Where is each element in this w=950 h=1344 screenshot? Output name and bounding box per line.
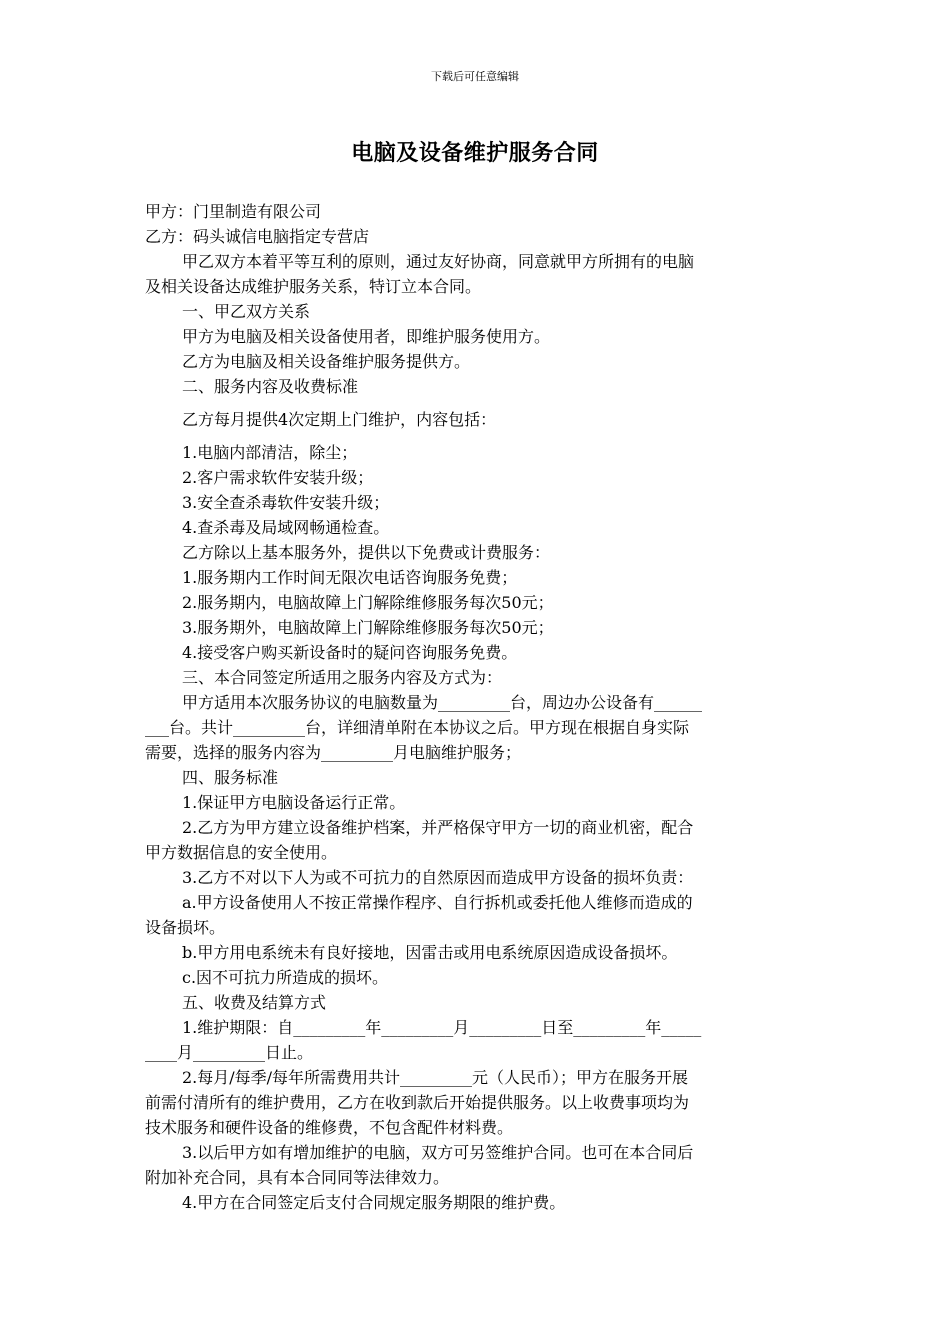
paragraph-line: 甲方为电脑及相关设备使用者，即维护服务使用方。 xyxy=(182,327,551,346)
list-item: 3.以后甲方如有增加维护的电脑，双方可另签维护合同。也可在本合同后 xyxy=(182,1143,694,1162)
list-item: 1.维护期限：自_________年_________月_________日至_________年_____ xyxy=(182,1018,702,1037)
list-item: b.甲方用电系统未有良好接地，因雷击或用电系统原因造成设备损坏。 xyxy=(182,943,678,962)
paragraph-line: 及相关设备达成维护服务关系，特订立本合同。 xyxy=(145,277,482,296)
document-title: 电脑及设备维护服务合同 xyxy=(351,141,599,166)
list-item: 4.甲方在合同签定后支付合同规定服务期限的维护费。 xyxy=(182,1193,566,1212)
list-item: 4.查杀毒及局域网畅通检查。 xyxy=(182,518,390,537)
list-item: 1.服务期内工作时间无限次电话咨询服务免费； xyxy=(182,568,518,587)
paragraph-line: ___台。共计_________台，详细清单附在本协议之后。甲方现在根据自身实际 xyxy=(145,718,690,737)
list-item: 3.安全查杀毒软件安装升级； xyxy=(182,493,390,512)
header-note: 下载后可任意编辑 xyxy=(431,70,519,83)
section-heading: 五、收费及结算方式 xyxy=(182,993,327,1012)
party-b-line: 乙方：码头诚信电脑指定专营店 xyxy=(145,227,370,246)
paragraph-line: 乙方除以上基本服务外，提供以下免费或计费服务： xyxy=(182,543,551,562)
list-item: 2.服务期内，电脑故障上门解除维修服务每次50元； xyxy=(182,593,554,612)
paragraph-line: 甲乙双方本着平等互利的原则，通过友好协商，同意就甲方所拥有的电脑 xyxy=(182,252,695,271)
list-item: 4.接受客户购买新设备时的疑问咨询服务免费。 xyxy=(182,643,518,662)
paragraph-line: 前需付清所有的维护费用，乙方在收到款后开始提供服务。以上收费事项均为 xyxy=(145,1093,690,1112)
list-item: 1.电脑内部清洁，除尘； xyxy=(182,443,358,462)
list-item: 2.乙方为甲方建立设备维护档案，并严格保守甲方一切的商业机密，配合 xyxy=(182,818,694,837)
list-item: 3.服务期外，电脑故障上门解除维修服务每次50元； xyxy=(182,618,554,637)
list-item: c.因不可抗力所造成的损坏。 xyxy=(182,968,389,987)
list-item: 2.每月/每季/每年所需费用共计_________元（人民币）；甲方在服务开展 xyxy=(182,1068,689,1087)
section-heading: 三、本合同签定所适用之服务内容及方式为： xyxy=(182,668,503,687)
section-heading: 一、甲乙双方关系 xyxy=(182,302,311,321)
list-item: 1.保证甲方电脑设备运行正常。 xyxy=(182,793,406,812)
party-a-line: 甲方：门里制造有限公司 xyxy=(145,202,322,221)
paragraph-line: 乙方为电脑及相关设备维护服务提供方。 xyxy=(182,352,471,371)
paragraph-line: 乙方每月提供4次定期上门维护，内容包括： xyxy=(182,410,497,429)
paragraph-line: 需要，选择的服务内容为_________月电脑维护服务； xyxy=(145,743,522,762)
paragraph-line: 设备损坏。 xyxy=(145,918,226,937)
section-heading: 四、服务标准 xyxy=(182,768,279,787)
paragraph-line: 甲方适用本次服务协议的电脑数量为_________台，周边办公设备有______ xyxy=(182,693,703,712)
list-item: 2.客户需求软件安装升级； xyxy=(182,468,374,487)
paragraph-line: 甲方数据信息的安全使用。 xyxy=(145,843,338,862)
list-item: a.甲方设备使用人不按正常操作程序、自行拆机或委托他人维修而造成的 xyxy=(182,893,693,912)
section-heading: 二、服务内容及收费标准 xyxy=(182,377,359,396)
contract-body xyxy=(145,199,810,1215)
list-item: 3.乙方不对以下人为或不可抗力的自然原因而造成甲方设备的损坏负责： xyxy=(182,868,694,887)
paragraph-line: 附加补充合同，具有本合同同等法律效力。 xyxy=(145,1168,450,1187)
paragraph-line: 技术服务和硬件设备的维修费，不包含配件材料费。 xyxy=(145,1118,514,1137)
paragraph-line: ____月_________日止。 xyxy=(145,1043,314,1062)
